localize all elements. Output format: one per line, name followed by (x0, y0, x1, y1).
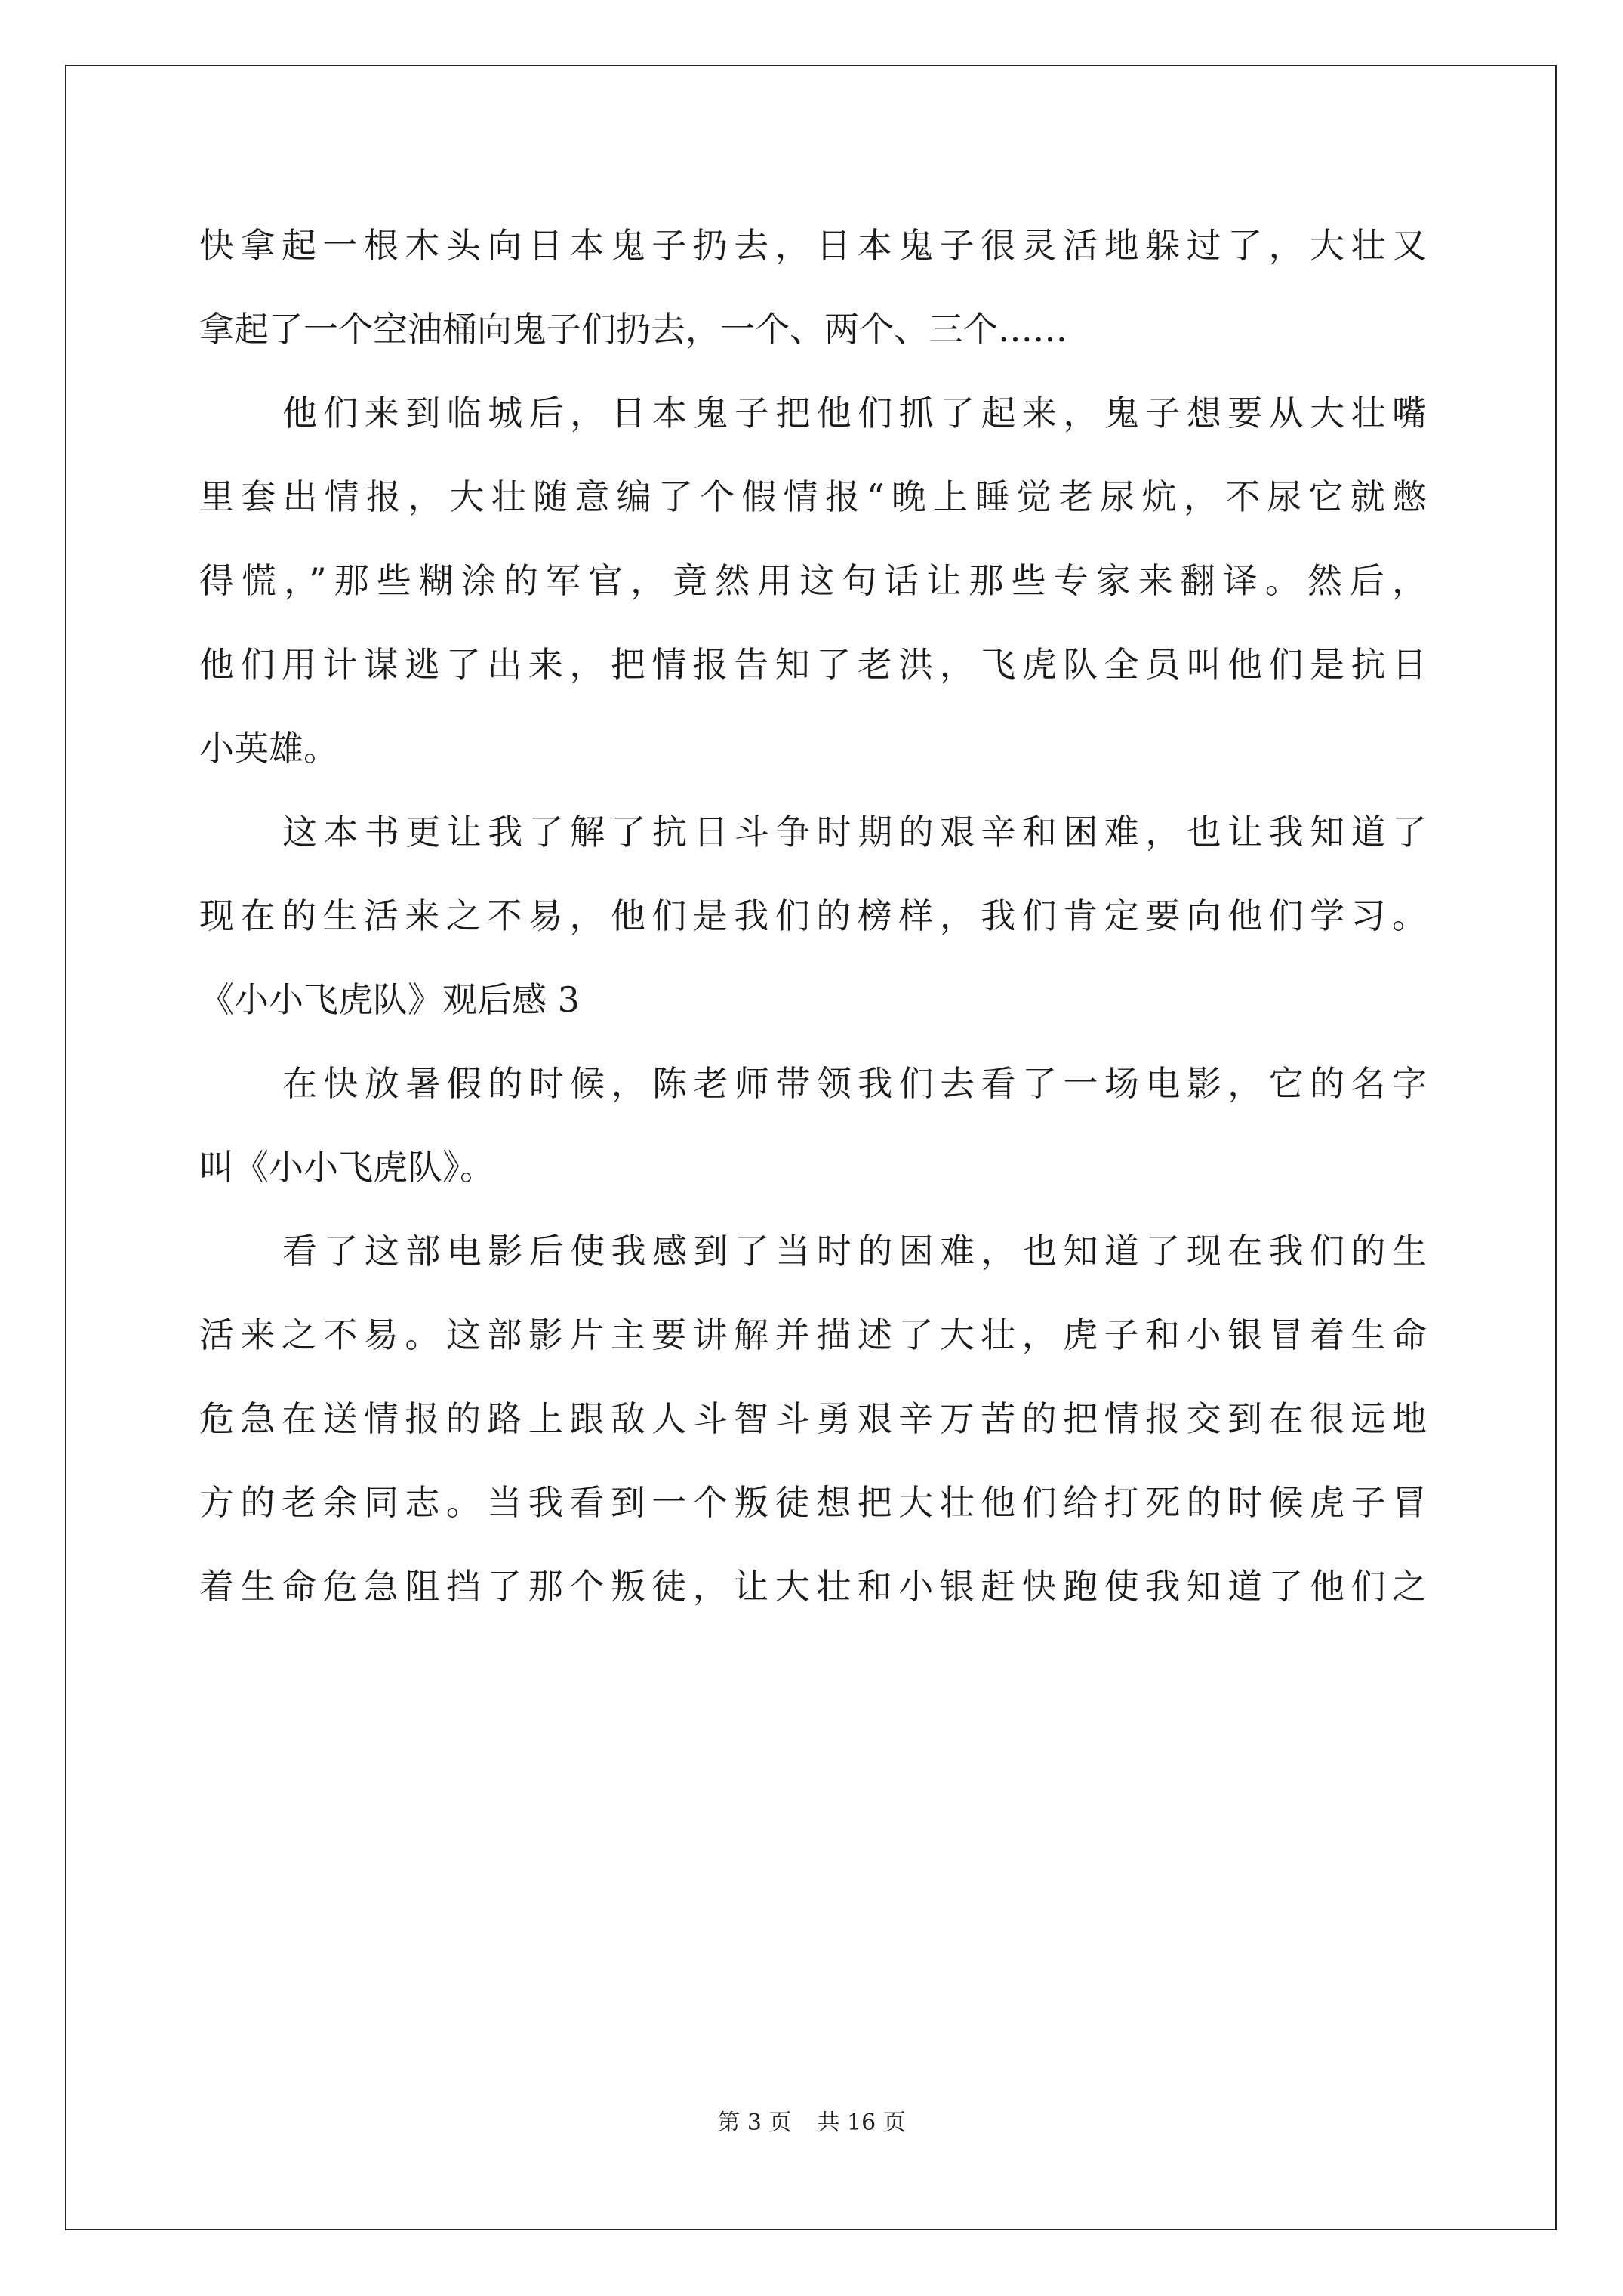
paragraph-first-line: 这本书更让我了解了抗日斗争时期的艰辛和困难，也让我知道了 (282, 812, 1427, 852)
paragraph-first-line: 他们来到临城后，日本鬼子把他们抓了起来，鬼子想要从大壮嘴 (282, 393, 1427, 433)
text-line: 着生命危急阻挡了那个叛徒，让大壮和小银赶快跑使我知道了他们之 (199, 1566, 1427, 1607)
page-number-current: 第 3 页 (717, 2110, 792, 2136)
text-line: 叫《小小飞虎队》。 (199, 1147, 494, 1188)
text-line: 里套出情报，大壮随意编了个假情报“晚上睡觉老尿炕，不尿它就憋 (199, 476, 1427, 517)
text-line: 现在的生活来之不易，他们是我们的榜样，我们肯定要向他们学习。 (199, 895, 1427, 936)
text-line: 快拿起一根木头向日本鬼子扔去，日本鬼子很灵活地躲过了，大壮又 (199, 225, 1427, 266)
text-line: 方的老余同志。当我看到一个叛徒想把大壮他们给打死的时候虎子冒 (199, 1482, 1427, 1523)
text-line: 危急在送情报的路上跟敌人斗智斗勇艰辛万苦的把情报交到在很远地 (199, 1398, 1427, 1439)
text-line: 活来之不易。这部影片主要讲解并描述了大壮，虎子和小银冒着生命 (199, 1314, 1427, 1355)
page-footer (0, 2108, 1623, 2138)
paragraph-first-line: 看了这部电影后使我感到了当时的困难，也知道了现在我们的生 (282, 1231, 1427, 1271)
text-line: 得慌，”那些糊涂的军官，竟然用这句话让那些专家来翻译。然后， (199, 560, 1427, 601)
text-line: 他们用计谋逃了出来，把情报告知了老洪，飞虎队全员叫他们是抗日 (199, 644, 1427, 685)
paragraph-first-line: 在快放暑假的时候，陈老师带领我们去看了一场电影，它的名字 (282, 1063, 1427, 1104)
section-heading: 《小小飞虎队》观后感 3 (199, 979, 580, 1020)
text-line: 拿起了一个空油桶向鬼子们扔去，一个、两个、三个…… (199, 309, 1067, 350)
page-number-total: 共 16 页 (817, 2110, 906, 2136)
text-line: 小英雄。 (199, 728, 338, 769)
